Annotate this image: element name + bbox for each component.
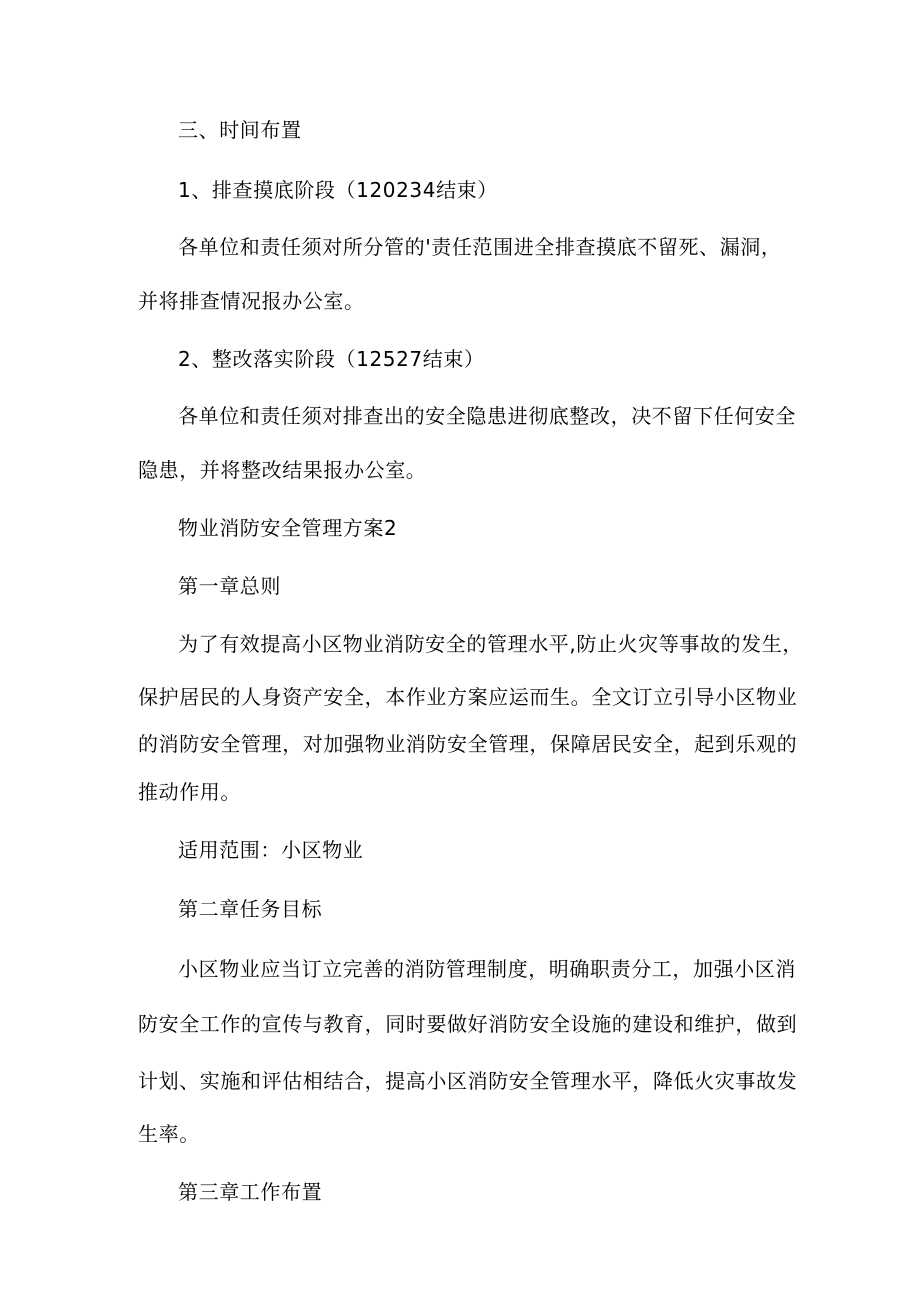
document-title: 物业消防安全管理方案2 <box>178 516 398 540</box>
paragraph-line: 小区物业应当订立完善的消防管理制度，明确职责分工，加强小区消 <box>178 957 796 981</box>
stage-heading: 2、整改落实阶段（12527结束） <box>178 347 485 371</box>
paragraph-line: 推动作用。 <box>138 780 241 804</box>
stage-heading: 1、排查摸底阶段（120234结束） <box>178 178 498 202</box>
chapter-heading: 第一章总则 <box>178 574 281 598</box>
chapter-heading: 第二章任务目标 <box>178 897 323 921</box>
paragraph-line: 防安全工作的宣传与教育，同时要做好消防安全设施的建设和维护，做到 <box>138 1012 798 1036</box>
section-heading: 三、时间布置 <box>178 118 302 142</box>
paragraph-line: 隐患，并将整改结果报办公室。 <box>138 458 427 482</box>
paragraph-line: 生率。 <box>138 1122 200 1146</box>
paragraph-line: 计划、实施和评估相结合，提高小区消防安全管理水平，降低火灾事故发 <box>138 1069 798 1093</box>
paragraph-line: 各单位和责任须对所分管的'责任范围进全排查摸底不留死、漏洞， <box>178 235 782 259</box>
paragraph-line: 各单位和责任须对排查出的安全隐患进彻底整改，决不留下任何安全 <box>178 404 796 428</box>
paragraph-line: 的消防安全管理，对加强物业消防安全管理，保障居民安全，起到乐观的 <box>138 732 798 756</box>
paragraph-line: 并将排查情况报办公室。 <box>138 289 365 313</box>
paragraph-line: 保护居民的人身资产安全，本作业方案应运而生。全文订立引导小区物业 <box>138 685 798 709</box>
paragraph-line: 为了有效提高小区物业消防安全的管理水平,防止火灾等事故的发生， <box>178 632 803 656</box>
scope-line: 适用范围：小区物业 <box>178 838 364 862</box>
chapter-heading: 第三章工作布置 <box>178 1180 323 1204</box>
